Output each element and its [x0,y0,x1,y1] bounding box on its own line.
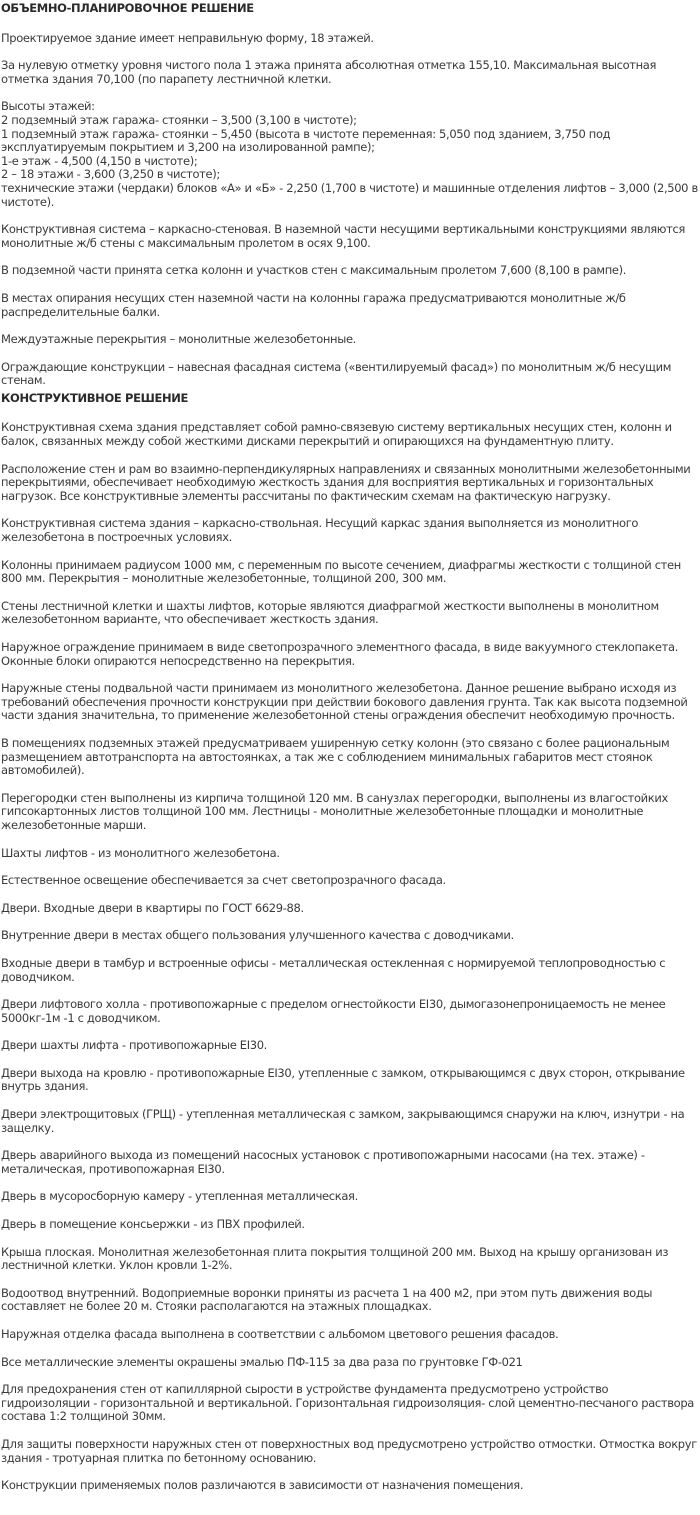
paragraph: В местах опирания несущих стен наземной части на колонны гаража предусматриваются монолитные ж/б распределительные балки. [1,290,626,319]
paragraph: Междуэтажные перекрытия – монолитные железобетонные. [1,332,356,347]
paragraph: Двери выхода на кровлю - противопожарные EI30, утепленные с замком, открывающимся с двух сторон, открывание внутрь здания. [1,1065,685,1094]
section-layout-solution [1,2,700,388]
paragraph: Входные двери в тамбур и встроенные офисы - металлическая остекленная с нормируемой теплопроводностью с доводчиком. [1,955,666,984]
section-heading: ОБЪЕМНО-ПЛАНИРОВОЧНОЕ РЕШЕНИЕ [1,1,254,15]
section-heading: КОНСТРУКТИВНОЕ РЕШЕНИЕ [1,390,189,405]
paragraph: Естественное освещение обеспечивается за счет светопрозрачного фасада. [1,873,446,888]
section-paragraphs [1,32,700,388]
paragraph: Внутренние двери в местах общего пользования улучшенного качества с доводчиками. [1,928,514,943]
paragraph: В подземной части принята сетка колонн и участков стен с максимальным пролетом 7,600 (8,100 в рампе). [1,263,627,278]
paragraph: Наружное ограждение принимаем в виде светопрозрачного элементного фасада, в виде вакуумного стеклопакета. Оконные блоки опираются непосредственно на перекрытия. [1,640,679,668]
paragraph: Крыша плоская. Монолитная железобетонная плита покрытия толщиной 200 мм. Выход на крышу организован из лестничной клетки. Уклон кровли 1-2%. [1,1244,669,1273]
paragraph: Наружная отделка фасада выполнена в соответствии с альбомом цветового решения фасадов. [1,1327,559,1341]
paragraph: Дверь в мусоросборную камеру - утепленная металлическая. [1,1189,358,1204]
paragraph: Для защиты поверхности наружных стен от поверхностных вод предусмотрено устройство отмостки. Отмостка вокруг здания - тротуарная плитка по бетонному основанию. [1,1436,697,1465]
paragraph: Конструкции применяемых полов различаются в зависимости от назначения помещения. [1,1478,524,1493]
paragraph: Колонны принимаем радиусом 1000 мм, с переменным по высоте сечением, диафрагмы жесткости с толщиной стен 800 мм. Перекрытия – монолитные железобетонные, толщиной 200, 300 мм. [1,557,681,586]
paragraph: За нулевую отметку уровня чистого пола 1 этажа принята абсолютная отметка 155,10. Максимальная высотная отметка здания 70,100 (по парапету лестничной клетки. [1,58,657,86]
paragraph: Ограждающие конструкции – навесная фасадная система («вентилируемый фасад») по монолитным ж/б несущим стенам. [1,359,672,388]
paragraph: Конструктивная система здания – каркасно-ствольная. Несущий каркас здания выполняется из монолитного железобетона в построечных условиях. [1,516,639,545]
paragraph: Высоты этажей: 2 подземный этаж гаража- стоянки – 3,500 (3,100 в чистоте); 1 подземный этаж гаража- стоянки – 5,450 (высота в чистоте переменная: 5,050 под зданием, 3,750 под эксплуатируемым покрытием и 3,200 на изолированной рампе); 1-е этаж - 4,500 (4,150 в чистоте); 2 – 18 этажи - 3,600 (3,250 в чистоте); технические этажи (чердаки) блоков «А» и «Б» - 2,250 (1,700 в чистоте) и машинные отделения лифтов – 3,000 (2,500 в чистоте). [1,99,698,209]
paragraph: Для предохранения стен от капиллярной сырости в устройстве фундамента предусмотрено устройство гидроизоляции - горизонтальной и вертикальной. Горизонтальная гидроизоляция- слой цементно-песчаного раствора состава 1:2 толщиной 30мм. [1,1382,694,1424]
paragraph: Двери лифтового холла - противопожарные с пределом огнестойкости EI30, дымогазонепроницаемость не менее 5000кг-1м -1 с доводчиком. [1,997,666,1025]
paragraph: Проектируемое здание имеет неправильную форму, 18 этажей. [1,30,374,45]
paragraph: Стены лестничной клетки и шахты лифтов, которые являются диафрагмой жесткости выполнены в монолитном железобетонном варианте, что обеспечивает жесткость здания. [1,598,659,627]
section-paragraphs [1,421,700,1492]
section-structural-solution [1,392,700,1493]
paragraph: Двери шахты лифта - противопожарные EI30. [1,1038,267,1053]
paragraph: Двери электрощитовых (ГРЩ) - утепленная металлическая с замком, закрывающимся снаружи на ключ, изнутри - на защелку. [1,1107,685,1135]
paragraph: Водоотвод внутренний. Водоприемные воронки приняты из расчета 1 на 400 м2, при этом путь движения воды составляет не более 20 м. Стояки располагаются на этажных площадках. [1,1285,653,1314]
paragraph: Конструктивная схема здания представляет собой рамно-связевую систему вертикальных несущих стен, колонн и балок, связанных между собой жесткими дисками перекрытий и опирающихся на фундаментную плиту. [1,420,672,449]
paragraph: Шахты лифтов - из монолитного железобетона. [1,845,280,860]
paragraph: Конструктивная система – каркасно-стеновая. В наземной части несущими вертикальными конструкциями являются монолитные ж/б стены с максимальным пролетом в осях 9,100. [1,222,685,250]
paragraph: Двери. Входные двери в квартиры по ГОСТ 6629-88. [1,900,304,915]
paragraph: В помещениях подземных этажей предусматриваем уширенную сетку колонн (это связано с более рациональным размещением автотранспорта на автостоянках, а так же с соблюдением минимальных габаритов мест стоянок автомобилей). [1,735,670,778]
paragraph: Наружные стены подвальной части принимаем из монолитного железобетона. Данное решение выбрано исходя из требований обеспечения прочности конструкции при действии бокового давления грунта. Так как высота подземной части здания значительна, то применение железобетонной стены ограждения обеспечит необходимую прочность. [1,681,688,723]
paragraph: Расположение стен и рам во взаимно-перпендикулярных направлениях и связанных монолитными железобетонными перекрытиями, обеспечивает необходимую жесткость здания для восприятия вертикальных и горизонтальных нагрузок. Все конструктивные элементы рассчитаны по фактическим схемам на фактическую нагрузку. [1,461,691,503]
paragraph: Все металлические элементы окрашены эмалью ПФ-115 за два раза по грунтовке ГФ-021 [1,1354,523,1369]
paragraph: Дверь в помещение консьержки - из ПВХ профилей. [1,1217,305,1232]
paragraph: Дверь аварийного выхода из помещений насосных установок с противопожарными насосами (на тех. этаже) - металическая, противопожарная EI30. [1,1148,645,1176]
paragraph: Перегородки стен выполнены из кирпича толщиной 120 мм. В санузлах перегородки, выполнены из влагостойких гипсокартонных листов толщиной 100 мм. Лестницы - монолитные железобетонные площадки и монолитные железобетонные марши. [1,790,668,832]
